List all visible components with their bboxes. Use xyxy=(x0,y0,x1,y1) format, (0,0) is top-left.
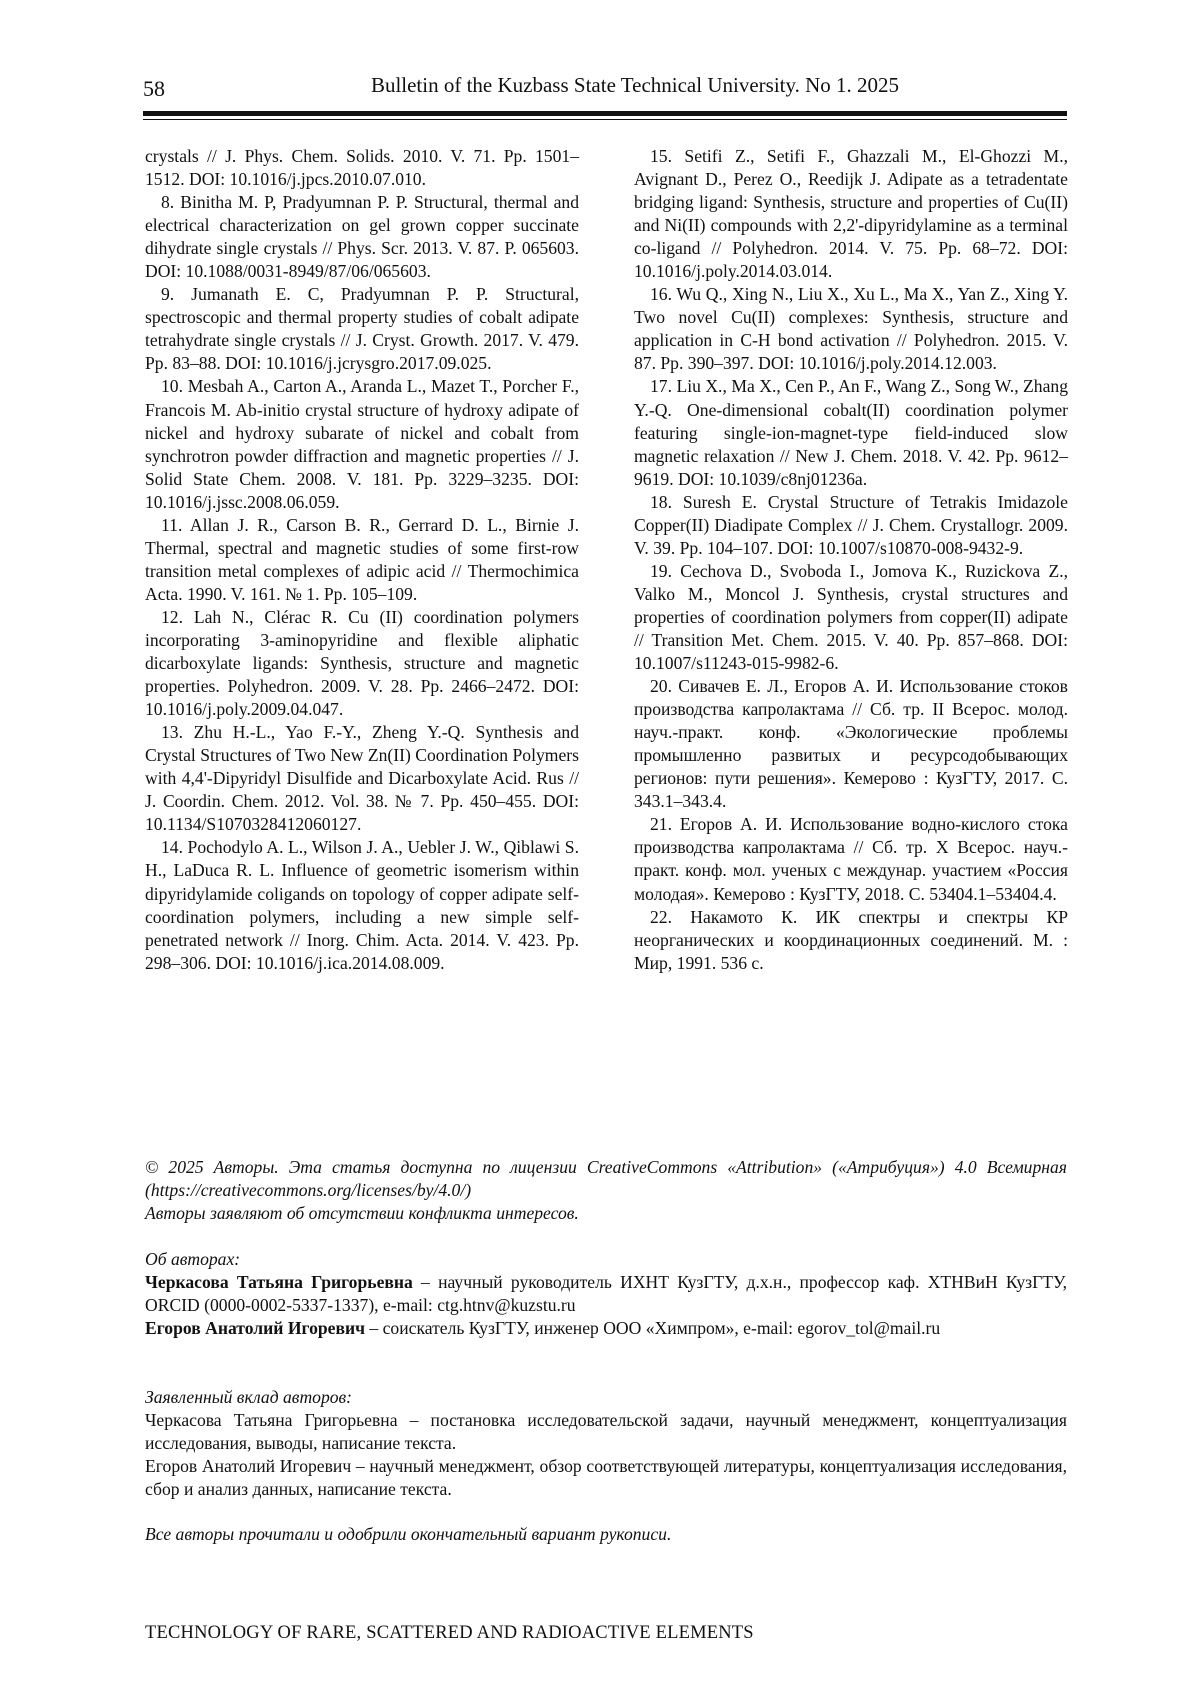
reference-item: 20. Сивачев Е. Л., Егоров А. И. Использование стоков производства капролактама // Сб. тр. II Всерос. молод. науч.-практ. конф. «Экологические проблемы промышленно развитых и ресурсодобывающих регионов: пути решения». Кемерово : КузГТУ, 2017. С. 343.1–343.4. xyxy=(634,676,1068,812)
reference-item: 19. Cechova D., Svoboda I., Jomova K., Ruzickova Z., Valko M., Moncol J. Synthesis, crystal structures and properties of coordination polymers from copper(II) adipate // Transition Met. Chem. 2015. V. 40. Pp. 857–868. DOI: 10.1007/s11243-015-9982-6. xyxy=(634,560,1068,674)
contribution-heading: Заявленный вклад авторов: xyxy=(145,1387,353,1407)
reference-item: 8. Binitha M. P, Pradyumnan P. P. Structural, thermal and electrical characterization on gel grown copper succinate dihydrate single crystals // Phys. Scr. 2013. V. 87. P. 065603. DOI: 10.1088/0031-8949/87/06/065603. xyxy=(145,192,579,282)
running-header xyxy=(143,70,1067,110)
reference-item: 15. Setifi Z., Setifi F., Ghazzali M., El-Ghozzi M., Avignant D., Perez O., Reedijk J. Adipate as a tetradentate bridging ligand: Synthesis, structure and properties of Cu(II) and Ni(II) compounds with 2,2'-dipyridylamine as a terminal co-ligand // Polyhedron. 2014. V. 75. Pp. 68–72. DOI: 10.1016/j.poly.2014.03.014. xyxy=(634,146,1068,282)
reference-item: 12. Lah N., Clérac R. Cu (II) coordination polymers incorporating 3-aminopyridine and flexible aliphatic dicarboxylate ligands: Synthesis, structure and magnetic properties. Polyhedron. 2009. V. 28. Pp. 2466–2472. DOI: 10.1016/j.poly.2009.04.047. xyxy=(145,606,579,720)
conflict-statement: Авторы заявляют об отсутствии конфликта интересов. xyxy=(145,1203,579,1223)
page-number: 58 xyxy=(143,76,165,101)
authors-block xyxy=(145,1248,1067,1340)
reference-item: 14. Pochodylo A. L., Wilson J. A., Uebler J. W., Qiblawi S. H., LaDuca R. L. Influence of geometric isomerism within dipyridylamide coligands on topology of copper adipate self-coordination polymers, including a new simple self-penetrated network // Inorg. Chim. Acta. 2014. V. 423. Pp. 298–306. DOI: 10.1016/j.ica.2014.08.009. xyxy=(145,837,579,973)
reference-item: 22. Накамото К. ИК спектры и спектры КР неорганических и координационных соединений. М. : Мир, 1991. 536 с. xyxy=(634,906,1068,973)
journal-title: Bulletin of the Kuzbass State Technical University. No 1. 2025 xyxy=(370,73,900,97)
reference-item: 16. Wu Q., Xing N., Liu X., Xu L., Ma X., Yan Z., Xing Y. Two novel Cu(II) complexes: Synthesis, structure and application in C-H bond activation // Polyhedron. 2015. V. 87. Pp. 390–397. DOI: 10.1016/j.poly.2014.12.003. xyxy=(634,284,1068,374)
references-right-column xyxy=(634,145,1068,975)
contribution-block xyxy=(145,1386,1067,1501)
reference-item: 9. Jumanath E. C, Pradyumnan P. P. Structural, spectroscopic and thermal property studies of cobalt adipate tetrahydrate single crystals // J. Cryst. Growth. 2017. V. 479. Pp. 83–88. DOI: 10.1016/j.jcrysgro.2017.09.025. xyxy=(145,284,579,374)
references-left-column xyxy=(145,145,579,975)
reference-item: 17. Liu X., Ma X., Cen P., An F., Wang Z., Song W., Zhang Y.-Q. One-dimensional cobalt(II) coordination polymer featuring single-ion-magnet-type field-induced slow magnetic relaxation // New J. Chem. 2018. V. 42. Pp. 9612–9619. DOI: 10.1039/c8nj01236a. xyxy=(634,376,1068,489)
contribution-item: Черкасова Татьяна Григорьевна – постановка исследовательской задачи, научный менеджмент, концептуализация исследования, выводы, написание текста. xyxy=(145,1410,1067,1453)
reference-item: 18. Suresh E. Crystal Structure of Tetrakis Imidazole Copper(II) Diadipate Complex // J. Chem. Crystallogr. 2009. V. 39. Pp. 104–107. DOI: 10.1007/s10870-008-9432-9. xyxy=(634,491,1068,558)
author-name: Черкасова Татьяна Григорьевна xyxy=(145,1272,413,1292)
authors-heading: Об авторах: xyxy=(145,1249,241,1269)
header-rule-thick xyxy=(143,111,1067,116)
license-text: © 2025 Авторы. Эта статья доступна по лицензии CreativeCommons «Attribution» («Атрибуция») 4.0 Всемирная (https://creativecommons.org/licenses/by/4.0/) xyxy=(145,1157,1067,1200)
license-block xyxy=(145,1156,1067,1225)
reference-item: crystals // J. Phys. Chem. Solids. 2010. V. 71. Pp. 1501–1512. DOI: 10.1016/j.jpcs.2010.07.010. xyxy=(145,146,579,190)
approval-statement: Все авторы прочитали и одобрили окончательный вариант рукописи. xyxy=(145,1524,672,1544)
author-description: – соискатель КузГТУ, инженер ООО «Химпром», e-mail: egorov_tol@mail.ru xyxy=(365,1318,941,1338)
header-rule-thin xyxy=(143,119,1067,120)
section-footer: TECHNOLOGY OF RARE, SCATTERED AND RADIOACTIVE ELEMENTS xyxy=(145,1623,754,1643)
reference-item: 10. Mesbah A., Carton A., Aranda L., Mazet T., Porcher F., Francois M. Ab-initio crystal structure of hydroxy adipate of nickel and hydroxy subarate of nickel and cobalt from synchrotron powder diffraction and magnetic properties // J. Solid State Chem. 2008. V. 181. Pp. 3229–3235. DOI: 10.1016/j.jssc.2008.06.059. xyxy=(145,376,579,512)
author-entry xyxy=(145,1317,1067,1340)
reference-item: 13. Zhu H.-L., Yao F.-Y., Zheng Y.-Q. Synthesis and Crystal Structures of Two New Zn(II) Coordination Polymers with 4,4'-Dipyridyl Disulfide and Dicarboxylate Acid. Rus // J. Coordin. Chem. 2012. Vol. 38. № 7. Pp. 450–455. DOI: 10.1134/S1070328412060127. xyxy=(145,722,579,835)
reference-item: 21. Егоров А. И. Использование водно-кислого стока производства капролактама // Сб. тр. X Всерос. науч.-практ. конф. мол. ученых с междунар. участием «Россия молодая». Кемерово : КузГТУ, 2018. С. 53404.1–53404.4. xyxy=(634,814,1068,904)
author-name: Егоров Анатолий Игоревич xyxy=(145,1318,366,1338)
author-entry xyxy=(145,1271,1067,1317)
contribution-item: Егоров Анатолий Игоревич – научный менеджмент, обзор соответствующей литературы, концептуализация исследования, сбор и анализ данных, написание текста. xyxy=(145,1456,1067,1499)
author-description: – научный руководитель ИХНТ КузГТУ, д.х.н., профессор каф. ХТНВиН КузГТУ, ORCID (0000-0002-5337-1337), e-mail: ctg.htnv@kuzstu.ru xyxy=(145,1272,1067,1315)
reference-item: 11. Allan J. R., Carson B. R., Gerrard D. L., Birnie J. Thermal, spectral and magnetic studies of some first-row transition metal complexes of adipic acid // Thermochimica Acta. 1990. V. 161. № 1. Pp. 105–109. xyxy=(145,514,579,604)
